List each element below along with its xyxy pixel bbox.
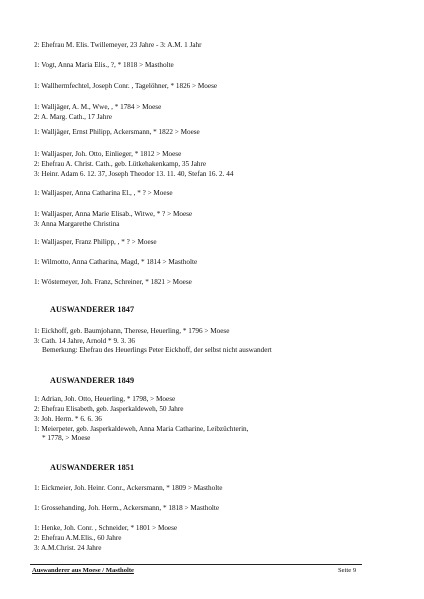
entry-line: 1: Wilmotto, Anna Catharina, Magd, * 1814 > Mastholte bbox=[34, 258, 198, 266]
entry-line: 2: Ehefrau A.M.Elis., 60 Jahre bbox=[34, 534, 122, 542]
entry-line: 1: Meierpeter, geb. Jasperkaldeweh, Anna Maria Catharine, Leibzüchterin, bbox=[34, 425, 249, 433]
page-number: Seite 9 bbox=[338, 567, 357, 574]
entry-line: 1: Walljäger, Ernst Philipp, Ackersmann, * 1822 > Moese bbox=[34, 128, 200, 136]
entry-line: 1: Wallhermfechtel, Joseph Conr. , Tagelöhner, * 1826 > Moese bbox=[34, 82, 218, 90]
entry-line: 1: Eickmeier, Joh. Heinr. Conr., Ackersmann, * 1809 > Mastholte bbox=[34, 484, 223, 492]
entry-line: 1: Wöstemeyer, Joh. Franz, Schreiner, * 1821 > Moese bbox=[34, 278, 192, 286]
entry-line: 2: Ehefrau A. Christ. Cath., geb. Lütkehakenkamp, 35 Jahre bbox=[34, 160, 207, 168]
entry-line: 3: Cath. 14 Jahre, Arnold * 9. 3. 36 bbox=[34, 337, 136, 345]
section-heading: AUSWANDERER 1849 bbox=[50, 376, 135, 385]
remark-line: Bemerkung: Ehefrau des Heuerlings Peter Eickhoff, der selbst nicht auswandert bbox=[42, 346, 272, 354]
entry-line: 3: Heinr. Adam 6. 12. 37, Joseph Theodor 13. 11. 40, Stefan 16. 2. 44 bbox=[34, 170, 234, 178]
entry-line: 3: A.M.Christ. 24 Jahre bbox=[34, 544, 102, 552]
entry-line: 1: Henke, Joh. Conr. , Schneider, * 1801 > Moese bbox=[34, 524, 178, 532]
section-heading: AUSWANDERER 1851 bbox=[50, 463, 135, 472]
entry-line: 1: Eickhoff, geb. Baumjohann, Therese, Heuerling, * 1796 > Moese bbox=[34, 327, 230, 335]
entry-line: 1: Vogt, Anna Maria Elis., ?, * 1818 > Mastholte bbox=[34, 61, 174, 69]
entry-line: 2: A. Marg. Cath., 17 Jahre bbox=[34, 113, 112, 121]
entry-line: 2: Ehefrau M. Elis. Twillemeyer, 23 Jahre - 3: A.M. 1 Jahr bbox=[34, 41, 202, 49]
entry-line: 1: Walljasper, Joh. Otto, Einlieger, * 1812 > Moese bbox=[34, 150, 182, 158]
entry-line: 1: Walljasper, Anna Catharina El., , * ? > Moese bbox=[34, 189, 173, 197]
entry-line: 1: Walljäger, A. M., Wwe, , * 1784 > Moese bbox=[34, 103, 162, 111]
entry-line: 1: Grossehanding, Joh. Herm., Ackersmann, * 1818 > Mastholte bbox=[34, 504, 220, 512]
entry-line: 1: Walljasper, Anna Marie Elisab., Witwe, * ? > Moese bbox=[34, 210, 193, 218]
entry-line: 2: Ehefrau Elisabeth, geb. Jasperkaldeweh, 50 Jahre bbox=[34, 405, 184, 413]
entry-line: 3: Joh. Herm. * 6. 6. 36 bbox=[34, 415, 102, 423]
footer-divider bbox=[30, 564, 362, 565]
entry-line: 1: Adrian, Joh. Otto, Heuerling, * 1798, > Moese bbox=[34, 395, 176, 403]
footer-title: Auswanderer aus Moese / Mastholte bbox=[32, 567, 134, 574]
entry-line: 1: Walljasper, Franz Philipp, , * ? > Moese bbox=[34, 238, 157, 246]
section-heading: AUSWANDERER 1847 bbox=[50, 305, 135, 314]
entry-line: * 1778, > Moese bbox=[42, 434, 91, 442]
entry-line: 3: Anna Margarethe Christina bbox=[34, 220, 120, 228]
